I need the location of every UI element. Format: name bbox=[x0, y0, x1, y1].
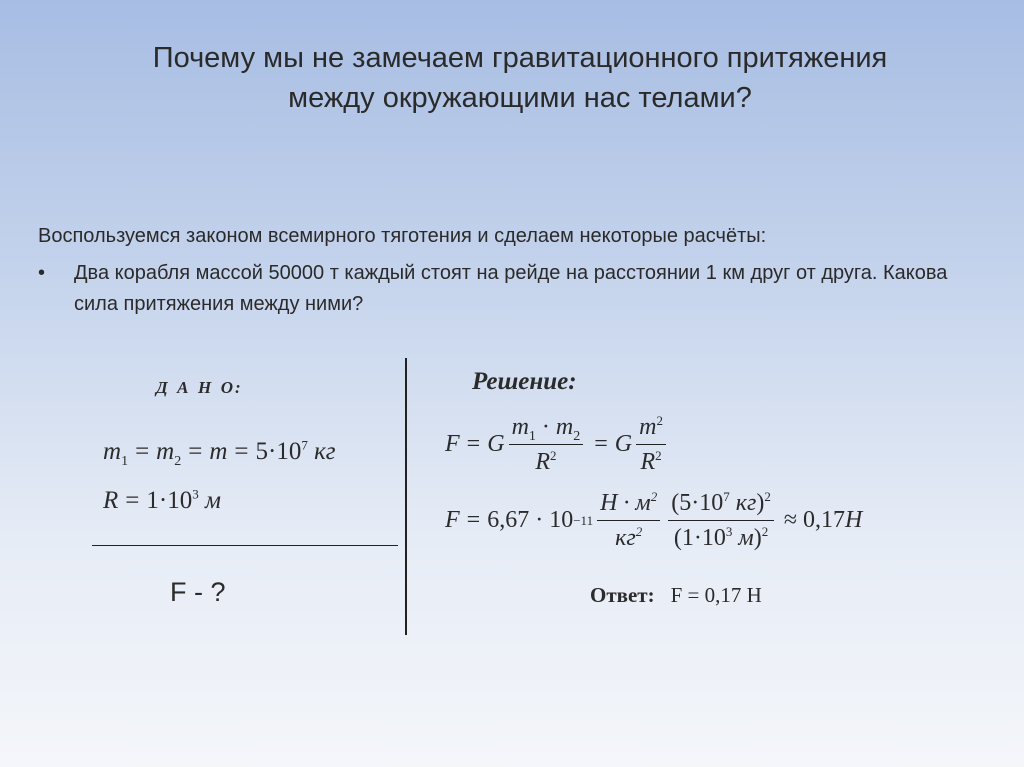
result-value: ≈ 0,17 bbox=[783, 507, 845, 533]
answer-line bbox=[590, 583, 762, 608]
g-unit-numerator: $Н \cdot м^2$ bbox=[597, 488, 660, 521]
answer-label: Ответ: bbox=[590, 583, 655, 607]
distance-unit: м bbox=[204, 487, 221, 514]
title-line-2: между окружающими нас телами? bbox=[288, 82, 752, 114]
answer-value: F = 0,17 Н bbox=[670, 583, 762, 607]
numeric-calculation-formula: F = 6,67 · 10 −11 $\frac{Н \cdot м^2}{кг^2}$ $\frac{(5\cdot 10^7 кг)^2}{(1\cdot 10^3 м)^2}$ ≈ 0,17 Н bbox=[445, 489, 863, 551]
vertical-divider bbox=[405, 358, 407, 635]
mass-exponent: 7 bbox=[301, 437, 308, 453]
title-line-1: Почему мы не замечаем гравитационного притяжения bbox=[152, 42, 888, 74]
distance-mantissa: 1 bbox=[146, 487, 159, 514]
intro-text: Воспользуемся законом всемирного тяготения и сделаем некоторые расчёты: bbox=[38, 225, 767, 247]
given-mass-formula: $m_1 = m_2 = m = 5\cdot 10^7$ кг bbox=[103, 437, 336, 469]
mass-unit: кг bbox=[314, 438, 336, 465]
result-unit: Н bbox=[845, 507, 863, 533]
given-distance-formula: $R = 1\cdot 10^3$ м bbox=[103, 486, 221, 514]
g-unit-denominator: кг bbox=[615, 525, 636, 551]
solution-heading: Решение: bbox=[472, 368, 577, 395]
slide-title bbox=[60, 38, 980, 118]
mass-mantissa: 5 bbox=[255, 438, 269, 465]
g-value: 6,67 bbox=[487, 507, 530, 533]
given-divider bbox=[92, 545, 398, 546]
distance-exponent: 3 bbox=[192, 486, 199, 502]
gravity-law-formula: F = G $\frac{m_1 \cdot m_2}{R^2}$ = G $\frac{m^2}{R^2}$ bbox=[445, 412, 670, 477]
given-heading: Д А Н О: bbox=[156, 378, 243, 397]
bullet-text: Два корабля массой 50000 т каждый стоят на рейде на расстоянии 1 км друг от друга. Какова сила притяжения между ними? bbox=[74, 262, 948, 315]
find-unknown: F - ? bbox=[170, 577, 226, 607]
bullet-icon: • bbox=[38, 262, 46, 284]
